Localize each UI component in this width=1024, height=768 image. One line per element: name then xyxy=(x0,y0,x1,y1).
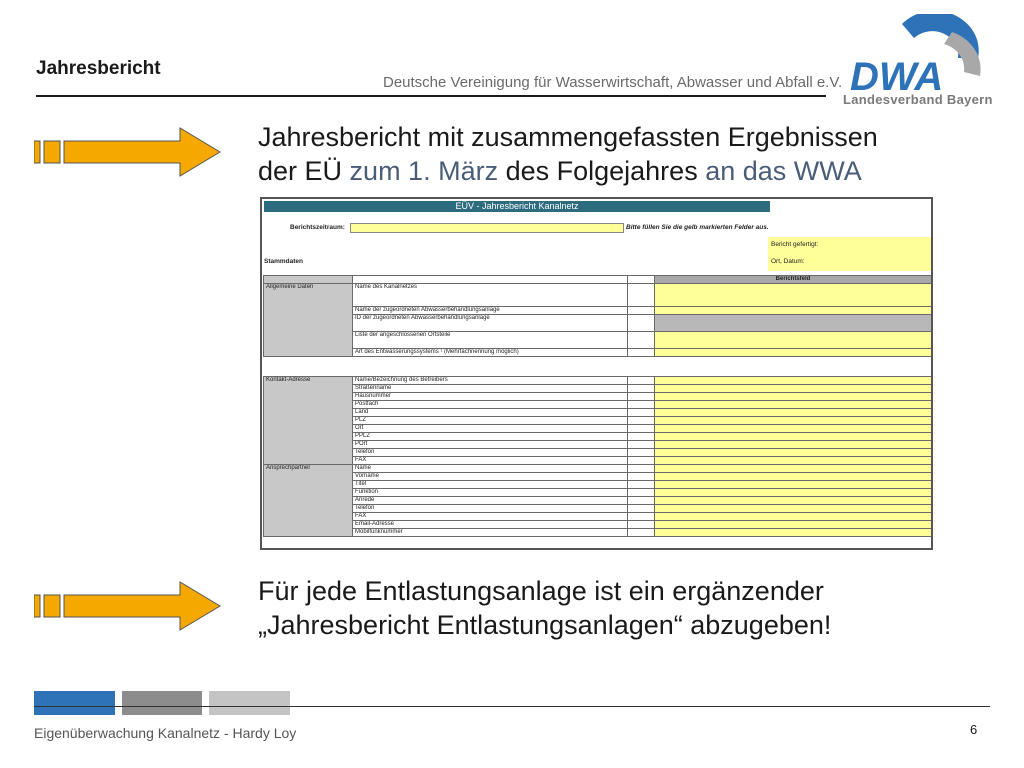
field-label: PPLZ xyxy=(353,433,628,441)
value-cell xyxy=(655,505,932,513)
value-cell xyxy=(655,481,932,489)
category-cell: Allgemeine Daten xyxy=(264,284,353,357)
contact-grid xyxy=(263,376,932,537)
value-cell xyxy=(655,401,932,409)
grid-header-blank xyxy=(264,276,353,284)
grid-header-blank xyxy=(628,276,655,284)
master-data-label: Stammdaten xyxy=(264,258,304,265)
spacer-cell xyxy=(628,473,655,481)
spacer-cell xyxy=(628,409,655,417)
field-label: Titel xyxy=(353,481,628,489)
field-label: Vorname xyxy=(353,473,628,481)
page-number: 6 xyxy=(970,722,978,737)
spacer-cell xyxy=(628,332,655,349)
value-cell xyxy=(655,307,932,315)
report-form xyxy=(260,197,933,550)
field-label: Hausnummer xyxy=(353,393,628,401)
arrow-icon xyxy=(34,124,224,180)
bullet-1-line-1: Jahresbericht mit zusammengefassten Ergebnissen xyxy=(258,122,878,152)
value-cell xyxy=(655,497,932,505)
field-label: POrt xyxy=(353,441,628,449)
spacer-cell xyxy=(628,307,655,315)
field-label: FAX xyxy=(353,513,628,521)
spacer-cell xyxy=(628,465,655,473)
spacer-cell xyxy=(628,393,655,401)
value-cell xyxy=(655,409,932,417)
spacer-cell xyxy=(628,284,655,307)
spacer-cell xyxy=(628,449,655,457)
footer-bar-light-grey xyxy=(209,691,290,715)
field-label: Email-Adresse xyxy=(353,521,628,529)
field-label: Land xyxy=(353,409,628,417)
field-label: Anrede xyxy=(353,497,628,505)
value-cell xyxy=(655,349,932,357)
logo-subtitle: Landesverband Bayern xyxy=(843,92,993,107)
bullet-text-1 xyxy=(258,120,878,188)
field-label: ID der zugeordneten Abwasserbehandlungsanlage xyxy=(353,315,628,332)
form-grid xyxy=(263,275,932,357)
spacer-cell xyxy=(628,417,655,425)
value-cell xyxy=(655,417,932,425)
value-cell xyxy=(655,521,932,529)
spacer-cell xyxy=(628,401,655,409)
grid-header-blank xyxy=(353,276,628,284)
form-title: EÜV - Jahresbericht Kanalnetz xyxy=(264,201,770,212)
spacer-cell xyxy=(628,457,655,465)
organization-name: Deutsche Vereinigung für Wasserwirtschaft, Abwasser und Abfall e.V. xyxy=(383,74,843,91)
value-cell xyxy=(655,513,932,521)
field-label: Telefon xyxy=(353,505,628,513)
bullet-1-line-2: der EÜ zum 1. März des Folgejahres an das WWA xyxy=(258,156,862,186)
field-label: Funktion xyxy=(353,489,628,497)
page-title: Jahresbericht xyxy=(36,58,161,79)
value-cell xyxy=(655,529,932,537)
period-label: Berichtszeitraum: xyxy=(290,224,345,231)
value-cell xyxy=(655,465,932,473)
spacer-cell xyxy=(628,513,655,521)
field-label: Mobilfunknummer xyxy=(353,529,628,537)
report-field-header: Berichtsfeld xyxy=(655,276,932,284)
fill-note: Bitte füllen Sie die gelb markierten Felder aus. xyxy=(626,224,769,231)
spacer-cell xyxy=(628,425,655,433)
field-label: FAX xyxy=(353,457,628,465)
bullet-2-line-1: Für jede Entlastungsanlage ist ein ergänzender xyxy=(258,576,824,606)
value-cell xyxy=(655,284,932,307)
logo-wordmark: DWA xyxy=(850,55,944,99)
spacer-cell xyxy=(628,349,655,357)
spacer-cell xyxy=(628,529,655,537)
value-cell xyxy=(655,332,932,349)
field-label: Ort xyxy=(353,425,628,433)
spacer-cell xyxy=(628,441,655,449)
bullet-2-line-2: „Jahresbericht Entlastungsanlagen“ abzugeben! xyxy=(258,610,832,640)
spacer-cell xyxy=(628,385,655,393)
field-label: Postfach xyxy=(353,401,628,409)
spacer-cell xyxy=(628,497,655,505)
value-cell xyxy=(655,441,932,449)
value-cell xyxy=(655,473,932,481)
value-cell xyxy=(655,377,932,385)
value-cell xyxy=(655,457,932,465)
field-label: Straßenname xyxy=(353,385,628,393)
footer-divider xyxy=(34,706,990,707)
value-cell xyxy=(655,425,932,433)
period-field xyxy=(350,223,624,233)
value-cell xyxy=(655,489,932,497)
value-cell xyxy=(655,385,932,393)
arrow-icon xyxy=(34,578,224,634)
field-label: Name/Bezeichnung des Betreibers xyxy=(353,377,628,385)
footer-text: Eigenüberwachung Kanalnetz - Hardy Loy xyxy=(34,725,297,741)
spacer-cell xyxy=(628,489,655,497)
footer-bar-grey xyxy=(122,691,202,715)
place-date-label: Ort, Datum: xyxy=(771,258,805,265)
bullet-text-2 xyxy=(258,574,831,642)
value-cell xyxy=(655,449,932,457)
field-label: Telefon xyxy=(353,449,628,457)
field-label: Liste der angeschlossenen Ortsteile xyxy=(353,332,628,349)
field-label: Name der zugeordneten Abwasserbehandlungsanlage xyxy=(353,307,628,315)
field-label: PLZ xyxy=(353,417,628,425)
spacer-cell xyxy=(628,505,655,513)
footer-bar-blue xyxy=(34,691,115,715)
spacer-cell xyxy=(628,377,655,385)
field-label: Name des Kanalnetzes xyxy=(353,284,628,307)
field-label: Art des Entwässerungssystems ¹ (Mehrfachnennung möglich) xyxy=(353,349,628,357)
value-cell xyxy=(655,315,932,332)
spacer-cell xyxy=(628,315,655,332)
value-cell xyxy=(655,433,932,441)
category-cell: Kontakt-Adresse xyxy=(264,377,353,465)
spacer-cell xyxy=(628,521,655,529)
field-label: Name xyxy=(353,465,628,473)
spacer-cell xyxy=(628,433,655,441)
category-cell: Ansprechpartner xyxy=(264,465,353,537)
header-divider xyxy=(36,95,826,97)
value-cell xyxy=(655,393,932,401)
created-label: Bericht gefertigt: xyxy=(771,241,819,248)
spacer-cell xyxy=(628,481,655,489)
